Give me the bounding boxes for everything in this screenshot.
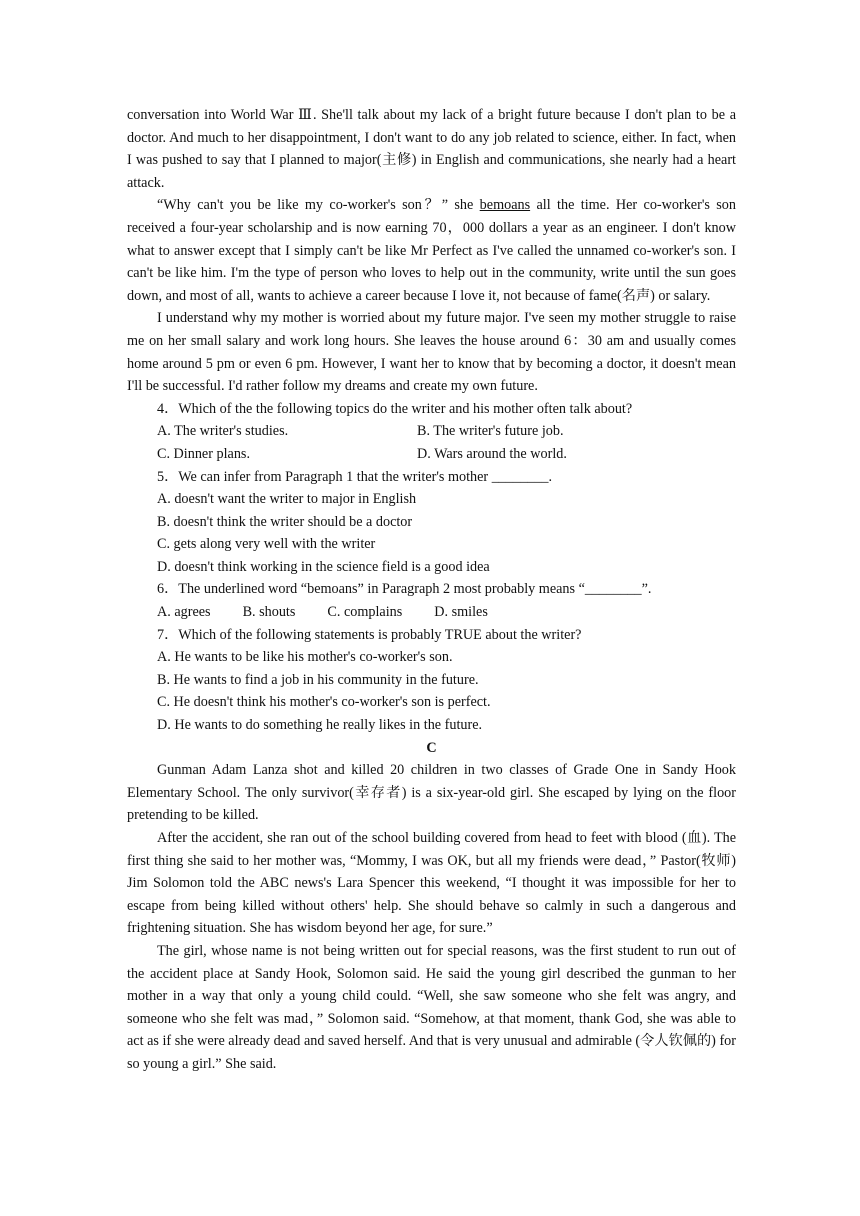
option-d: D. smiles — [434, 604, 488, 621]
option-a: A. He wants to be like his mother's co-worker's son. — [157, 649, 453, 666]
option-b: B. The writer's future job. — [417, 423, 564, 440]
paragraph-2-start: “Why can't you be like my co-worker's son？” she — [157, 197, 480, 214]
question-4-options-row-2 — [127, 443, 736, 466]
question-5-stem: 5．We can infer from Paragraph 1 that the writer's mother ________. — [157, 468, 552, 485]
passage-c-paragraph-3: The girl, whose name is not being written out for special reasons, was the first student to run out of the accident place at Sandy Hook, Solomon said. He said the young girl described the gunman to her mother in a way that only a young child could. “Well, she saw someone who she felt was angry, and someone who she felt was mad，” Solomon said. “Somehow, at that moment, thank God, she was able to act as if she were already dead and saved herself. And that is very unusual and admirable (令人钦佩的) for so young a girl.” She said. — [127, 942, 736, 1072]
passage-b-paragraph-1: conversation into World War Ⅲ. She'll talk about my lack of a bright future because I don't plan to be a doctor. And much to her disappointment, I don't want to do any job related to science, either. In fact, when I was pushed to say that I planned to major(主修) in English and communications, she nearly had a heart attack. — [127, 107, 736, 191]
question-4-stem: 4．Which of the the following topics do the writer and his mother often talk about? — [157, 400, 633, 417]
option-d: D. Wars around the world. — [417, 445, 567, 462]
passage-c-paragraph-2: After the accident, she ran out of the school building covered from head to feet with blood (血). The first thing she said to her mother was, “Mommy, I was OK, but all my friends were dead，” Pastor(牧师) Jim Solomon told the ABC news's Lara Spencer this weekend, “I thought it was impossible for her to escape from being killed without others' help. She should behave so calmly in such a dangerous and frightening situation. She has wisdom beyond her age, for sure.” — [127, 830, 736, 937]
option-d: D. doesn't think working in the science field is a good idea — [157, 558, 490, 575]
option-d: D. He wants to do something he really likes in the future. — [157, 717, 483, 734]
option-c: C. Dinner plans. — [157, 445, 250, 462]
option-b: B. shouts — [242, 604, 296, 621]
paragraph-2-end: all the time. Her co-worker's son received a four-year scholarship and is now earning 70，000 dollars a year as an engineer. I don't know what to answer except that I simply can't be like Mr Perfect as I've called the unnamed co-worker's son. I can't be like him. I'm the type of person who loves to help out in the community, write until the sun goes down, and most of all, wants to achieve a career because I love it, not because of fame(名声) or salary. — [127, 197, 736, 304]
question-6-stem: 6．The underlined word “bemoans” in Paragraph 2 most probably means “________”. — [157, 581, 652, 598]
question-4-options-row-1 — [127, 420, 736, 443]
passage-b-paragraph-3: I understand why my mother is worried about my future major. I've seen my mother struggle to raise me on her small salary and work long hours. She leaves the house around 6：30 am and usually comes home around 5 pm or even 6 pm. However, I want her to know that by becoming a doctor, it doesn't mean I'll be successful. I'd rather follow my dreams and create my own future. — [127, 310, 736, 395]
option-b: B. He wants to find a job in his community in the future. — [157, 671, 479, 688]
passage-c-paragraph-1: Gunman Adam Lanza shot and killed 20 children in two classes of Grade One in Sandy Hook Elementary School. The only survivor(幸存者) is a six-year-old girl. She escaped by lying on the floor pretending to be killed. — [127, 762, 736, 824]
question-6-options — [127, 601, 736, 624]
option-a: A. agrees — [157, 604, 211, 621]
option-a: A. The writer's studies. — [157, 423, 289, 440]
underlined-word: bemoans — [479, 197, 531, 214]
document-page — [127, 104, 736, 1076]
section-heading-c: C — [426, 739, 437, 756]
question-7-stem: 7．Which of the following statements is probably TRUE about the writer? — [157, 626, 582, 643]
option-a: A. doesn't want the writer to major in English — [157, 491, 417, 508]
option-b: B. doesn't think the writer should be a doctor — [157, 513, 413, 530]
option-c: C. gets along very well with the writer — [157, 536, 376, 553]
option-c: C. complains — [327, 604, 403, 621]
passage-b-paragraph-2 — [127, 194, 736, 307]
option-c: C. He doesn't think his mother's co-worker's son is perfect. — [157, 694, 491, 711]
